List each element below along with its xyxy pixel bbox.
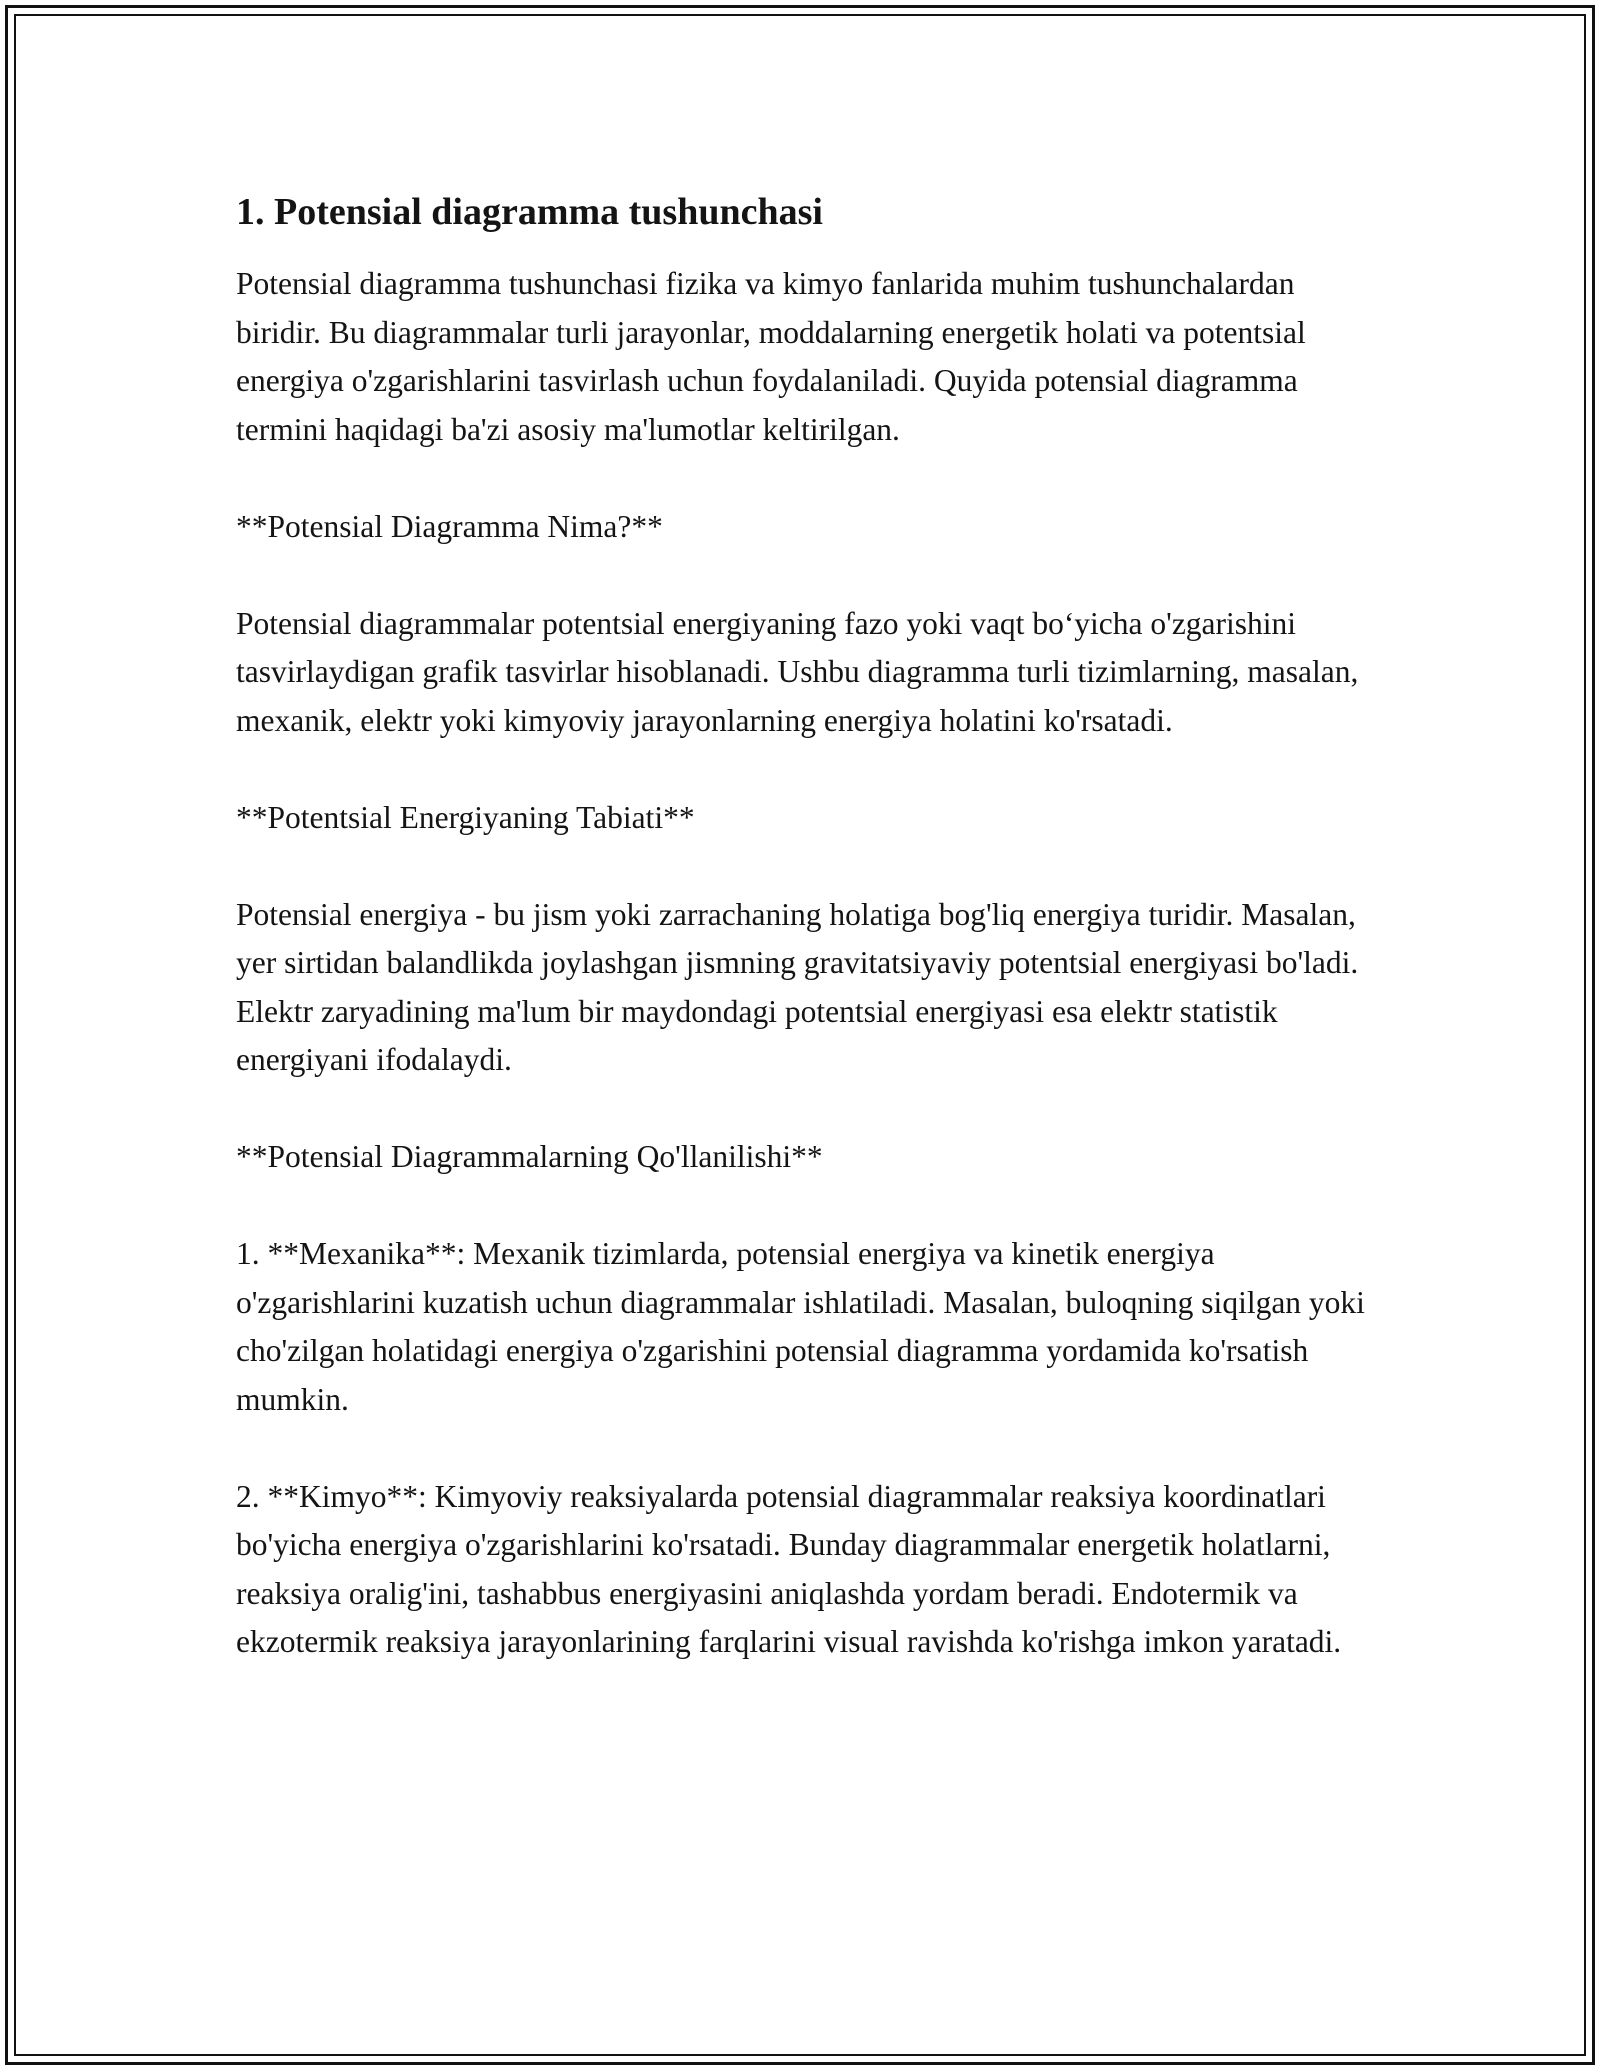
- subheading-nature: **Potentsial Energiyaning Tabiati**: [236, 799, 695, 835]
- definition-paragraph: Potensial diagrammalar potentsial energiyaning fazo yoki vaqt bo‘yicha o'zgarishini tasvirlaydigan grafik tasvirlar hisoblanadi. Ushbu diagramma turli tizimlarning, masalan, mexanik, elektr yoki kimyoviy jarayonlarning energiya holatini ko'rsatadi.: [236, 605, 1359, 738]
- subheading-applications: **Potensial Diagrammalarning Qo'llanilishi**: [236, 1139, 823, 1174]
- mechanics-list-item: 1. **Mexanika**: Mexanik tizimlarda, potensial energiya va kinetik energiya o'zgarishlarini kuzatish uchun diagrammalar ishlatiladi. Masalan, buloqning siqilgan yoki cho'zilgan holatidagi energiya o'zgarishini potensial diagramma yordamida ko'rsatish mumkin.: [236, 1236, 1365, 1417]
- chemistry-list-item: 2. **Kimyo**: Kimyoviy reaksiyalarda potensial diagrammalar reaksiya koordinatlari bo'yicha energiya o'zgarishlarini ko'rsatadi. Bunday diagrammalar energetik holatlarni, reaksiya oralig'ini, tashabbus energiyasini aniqlashda yordam beradi. Endotermik va ekzotermik reaksiya jarayonlarining farqlarini visual ravishda ko'rishga imkon yaratadi.: [236, 1478, 1342, 1659]
- subheading-what-is: **Potensial Diagramma Nima?**: [236, 508, 663, 544]
- document-body: [236, 186, 1386, 1667]
- nature-paragraph: Potensial energiya - bu jism yoki zarrachaning holatiga bog'liq energiya turidir. Masalan, yer sirtidan balandlikda joylashgan jismning gravitatsiyaviy potentsial energiyasi bo'ladi. Elektr zaryadining ma'lum bir maydondagi potentsial energiyasi esa elektr statistik energiyani ifodalaydi.: [236, 896, 1359, 1077]
- section-heading: 1. Potensial diagramma tushunchasi: [236, 191, 823, 233]
- intro-paragraph: Potensial diagramma tushunchasi fizika va kimyo fanlarida muhim tushunchalardan biridir. Bu diagrammalar turli jarayonlar, moddalarning energetik holati va potentsial energiya o'zgarishlarini tasvirlash uchun foydalaniladi. Quyida potensial diagramma termini haqidagi ba'zi asosiy ma'lumotlar keltirilgan.: [236, 266, 1306, 447]
